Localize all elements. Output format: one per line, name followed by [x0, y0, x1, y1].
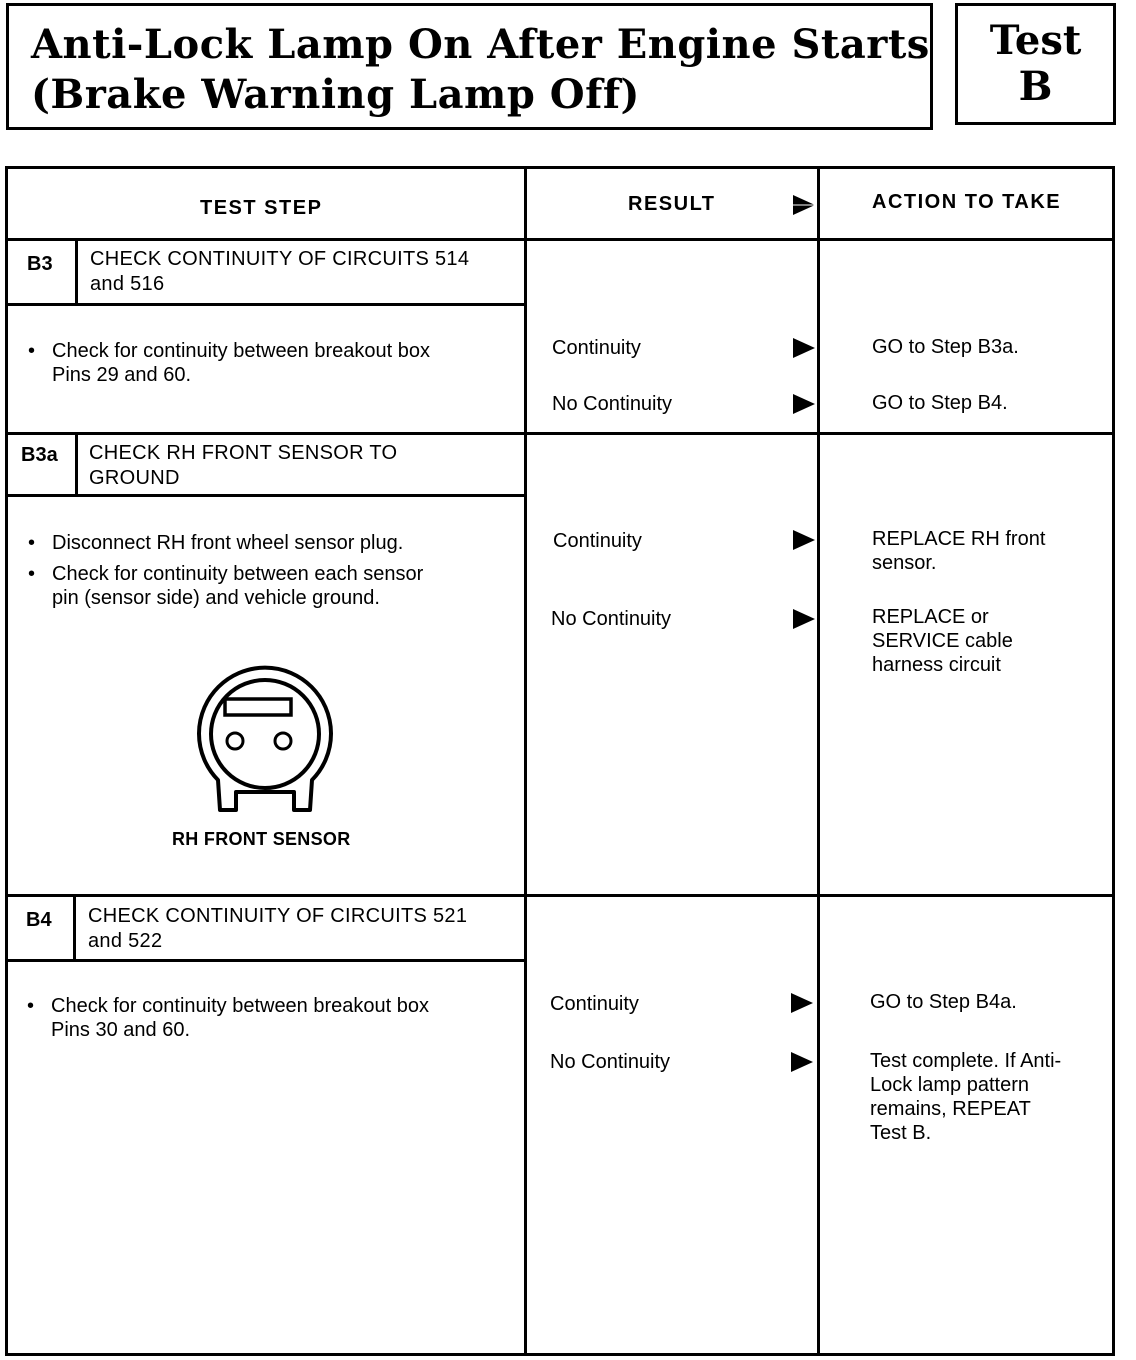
- step-b3a-action-2-line-3: harness circuit: [872, 654, 1001, 676]
- step-b4-title-line-1: CHECK CONTINUITY OF CIRCUITS 521: [88, 905, 468, 927]
- step-b3a-title-line-2: GROUND: [89, 467, 180, 489]
- step-b3a-action-1-line-2: sensor.: [872, 552, 937, 574]
- arrow-icon: [789, 991, 815, 1015]
- step-b3-title-line-1: CHECK CONTINUITY OF CIRCUITS 514: [90, 248, 470, 270]
- table-top-border: [5, 166, 1115, 169]
- step-b3-id-divider: [75, 238, 78, 306]
- page-title-line-2: (Brake Warning Lamp Off): [31, 71, 640, 118]
- step-b4-title-line-2: and 522: [88, 930, 163, 952]
- step-b4-action-1: GO to Step B4a.: [870, 991, 1017, 1013]
- step-b3a-title-line-1: CHECK RH FRONT SENSOR TO: [89, 442, 398, 464]
- step-b3a-action-2-line-1: REPLACE or: [872, 606, 989, 628]
- row-divider-2: [5, 894, 1115, 897]
- arrow-icon: [789, 1050, 815, 1074]
- step-b4-action-2-line-3: remains, REPEAT: [870, 1098, 1031, 1120]
- arrow-icon: [791, 392, 817, 416]
- sensor-figure-caption: RH FRONT SENSOR: [172, 829, 351, 849]
- step-b4-action-2-line-1: Test complete. If Anti-: [870, 1050, 1062, 1072]
- step-b4-heading-bottom: [5, 959, 527, 962]
- step-b3-bullet-1-line-2: Pins 29 and 60.: [52, 364, 191, 386]
- step-b4-id: B4: [26, 909, 52, 931]
- step-b3a-result-2: No Continuity: [551, 608, 672, 630]
- step-b3a-bullet-2: [28, 562, 423, 610]
- header-result: RESULT: [628, 193, 716, 215]
- header-row-divider: [5, 238, 1115, 241]
- test-label: Test: [989, 17, 1082, 64]
- step-b4-bullet-1-line-1: Check for continuity between breakout box: [51, 995, 429, 1017]
- rh-front-sensor-diagram: [180, 652, 350, 816]
- step-b3a-heading-bottom: [5, 494, 527, 497]
- title-box: [6, 3, 933, 130]
- step-b3a-bullet-2-line-1: Check for continuity between each sensor: [52, 563, 424, 585]
- bullet-icon: •: [28, 563, 36, 585]
- bullet-icon: •: [27, 995, 35, 1017]
- header-arrow-icon: [791, 193, 817, 217]
- step-b3a-action-2-line-2: SERVICE cable: [872, 630, 1013, 652]
- step-b3-heading-bottom: [5, 303, 527, 306]
- step-b3a-bullet-1: [28, 531, 403, 555]
- step-b3a-id-divider: [75, 432, 78, 497]
- test-id: B: [1018, 63, 1053, 110]
- step-b4-action-2-line-4: Test B.: [870, 1122, 932, 1144]
- col-divider-2: [817, 166, 820, 1356]
- step-b3-action-2: GO to Step B4.: [872, 392, 1008, 414]
- table-bottom-border: [5, 1353, 1115, 1356]
- step-b4-id-divider: [73, 894, 76, 962]
- bullet-icon: •: [28, 340, 36, 362]
- step-b3a-bullet-2-line-2: pin (sensor side) and vehicle ground.: [52, 587, 380, 609]
- step-b3a-bullet-1-line-1: Disconnect RH front wheel sensor plug.: [52, 532, 404, 554]
- step-b4-result-2: No Continuity: [550, 1051, 671, 1073]
- step-b3-result-2: No Continuity: [552, 393, 673, 415]
- step-b4-action-2-line-2: Lock lamp pattern: [870, 1074, 1029, 1096]
- step-b3-id: B3: [27, 253, 53, 275]
- step-b3a-result-1: Continuity: [553, 530, 642, 552]
- page-title-line-1: Anti-Lock Lamp On After Engine Starts: [31, 21, 930, 68]
- step-b3-bullet-1: [28, 339, 430, 387]
- row-divider-1: [5, 432, 1115, 435]
- table-right-border: [1112, 166, 1115, 1356]
- step-b4-bullet-1: [27, 994, 429, 1042]
- step-b4-result-1: Continuity: [550, 993, 639, 1015]
- step-b3-bullet-1-line-1: Check for continuity between breakout box: [52, 340, 430, 362]
- arrow-icon: [791, 336, 817, 360]
- header-action: ACTION TO TAKE: [872, 191, 1062, 213]
- step-b4-bullet-1-line-2: Pins 30 and 60.: [51, 1019, 190, 1041]
- step-b3a-action-1-line-1: REPLACE RH front: [872, 528, 1046, 550]
- step-b3-result-1: Continuity: [552, 337, 641, 359]
- arrow-icon: [791, 607, 817, 631]
- table-left-border: [5, 166, 8, 1356]
- test-id-box: [955, 3, 1116, 125]
- col-divider-1: [524, 166, 527, 1356]
- step-b3-title-line-2: and 516: [90, 273, 165, 295]
- step-b3-action-1: GO to Step B3a.: [872, 336, 1019, 358]
- header-test-step: TEST STEP: [200, 197, 323, 219]
- arrow-icon: [791, 528, 817, 552]
- step-b3a-id: B3a: [21, 444, 58, 466]
- bullet-icon: •: [28, 532, 36, 554]
